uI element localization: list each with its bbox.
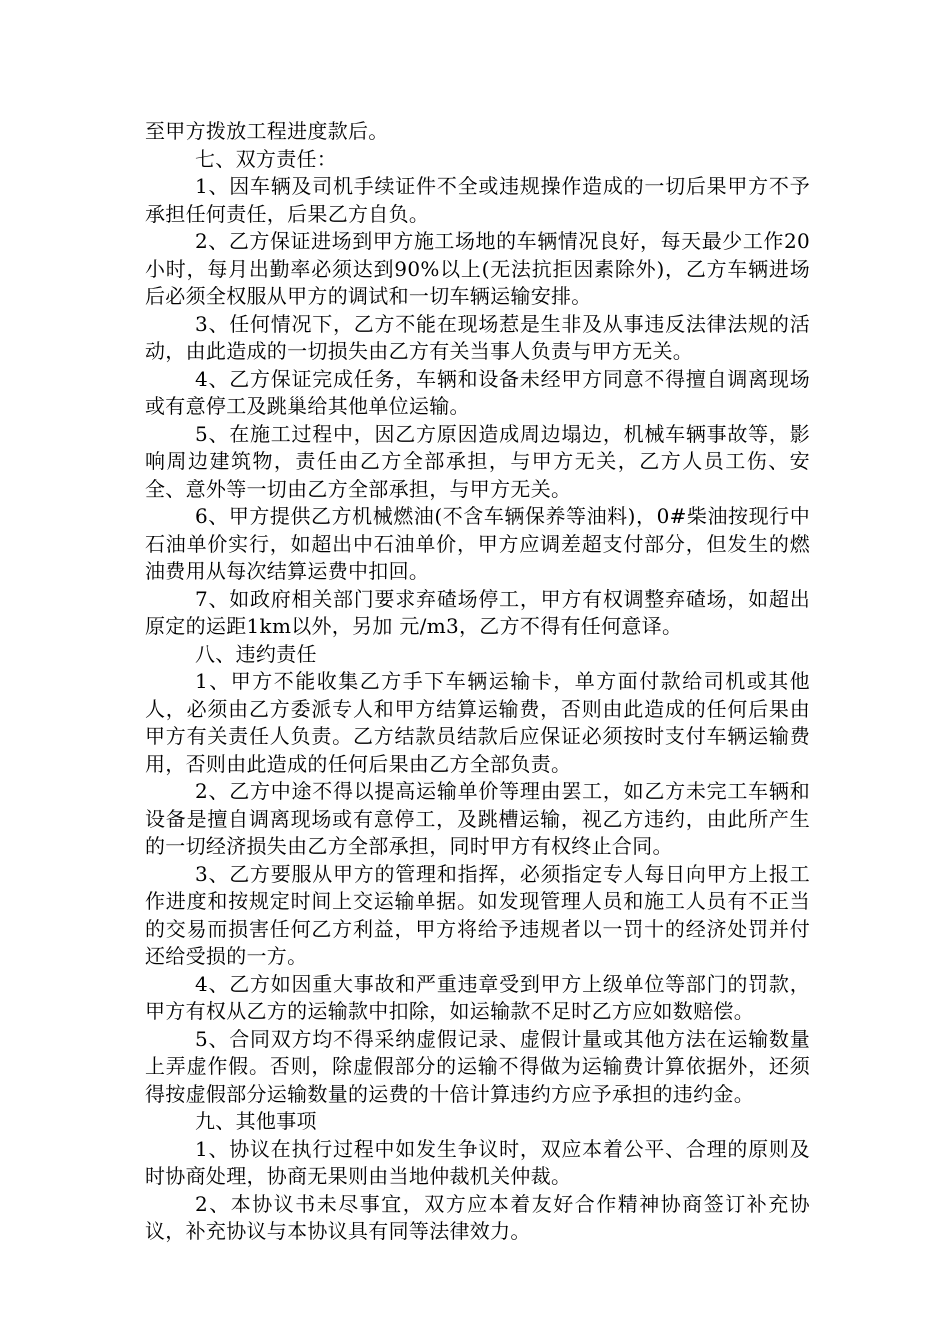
clause-7-6: 6、甲方提供乙方机械燃油(不含车辆保养等油料)，0#柴油按现行中石油单价实行，如超出中石油单价，甲方应调差超支付部分，但发生的燃油费用从每次结算运费中扣回。: [145, 504, 810, 583]
clause-8-4: 4、乙方如因重大事故和严重违章受到甲方上级单位等部门的罚款，甲方有权从乙方的运输款中扣除，如运输款不足时乙方应如数赔偿。: [145, 971, 810, 1023]
clause-7-3: 3、任何情况下，乙方不能在现场惹是生非及从事违反法律法规的活动，由此造成的一切损失由乙方有关当事人负责与甲方无关。: [145, 311, 810, 363]
section-heading-other: 九、其他事项: [195, 1109, 317, 1133]
document-page: [145, 118, 810, 1246]
clause-7-2: 2、乙方保证进场到甲方施工场地的车辆情况良好，每天最少工作20小时，每月出勤率必须达到90%以上(无法抗拒因素除外)，乙方车辆进场后必须全权服从甲方的调试和一切车辆运输安排。: [145, 229, 810, 308]
clause-8-2: 2、乙方中途不得以提高运输单价等理由罢工，如乙方未完工车辆和设备是擅自调离现场或有意停工，及跳槽运输，视乙方违约，由此所产生的一切经济损失由乙方全部承担，同时甲方有权终止合同。: [145, 779, 810, 858]
paragraph-continuation: 至甲方拨放工程进度款后。: [145, 119, 389, 143]
clause-9-2: 2、本协议书未尽事宜，双方应本着友好合作精神协商签订补充协议，补充协议与本协议具有同等法律效力。: [145, 1191, 810, 1243]
clause-7-7: 7、如政府相关部门要求弃碴场停工，甲方有权调整弃碴场，如超出原定的运距1km以外，另加 元/m3，乙方不得有任何意译。: [145, 586, 810, 638]
section-heading-responsibilities: 七、双方责任：: [195, 146, 338, 171]
clause-9-1: 1、协议在执行过程中如发生争议时，双应本着公平、合理的原则及时协商处理，协商无果则由当地仲裁机关仲裁。: [145, 1136, 810, 1188]
section-heading-breach: 八、违约责任: [195, 641, 317, 666]
clause-8-1: 1、甲方不能收集乙方手下车辆运输卡，单方面付款给司机或其他人，必须由乙方委派专人和甲方结算运输费，否则由此造成的任何后果由甲方有关责任人负责。乙方结款员结款后应保证必须按时支付车辆运输费用，否则由此造成的任何后果由乙方全部负责。: [145, 669, 810, 776]
clause-7-1: 1、因车辆及司机手续证件不全或违规操作造成的一切后果甲方不予承担任何责任，后果乙方自负。: [145, 174, 810, 226]
clause-8-5: 5、合同双方均不得采纳虚假记录、虚假计量或其他方法在运输数量上弄虚作假。否则，除虚假部分的运输不得做为运输费计算依据外，还须得按虚假部分运输数量的运费的十倍计算违约方应予承担的违约金。: [145, 1026, 810, 1106]
clause-7-4: 4、乙方保证完成任务，车辆和设备未经甲方同意不得擅自调离现场或有意停工及跳巢给其他单位运输。: [145, 366, 810, 418]
clause-7-5: 5、在施工过程中，因乙方原因造成周边塌边，机械车辆事故等，影响周边建筑物，责任由乙方全部承担，与甲方无关，乙方人员工伤、安全、意外等一切由乙方全部承担，与甲方无关。: [145, 421, 810, 501]
clause-8-3: 3、乙方要服从甲方的管理和指挥，必须指定专人每日向甲方上报工作进度和按规定时间上交运输单据。如发现管理人员和施工人员有不正当的交易而损害任何乙方利益，甲方将给予违规者以一罚十的经济处罚并付还给受损的一方。: [145, 861, 810, 968]
